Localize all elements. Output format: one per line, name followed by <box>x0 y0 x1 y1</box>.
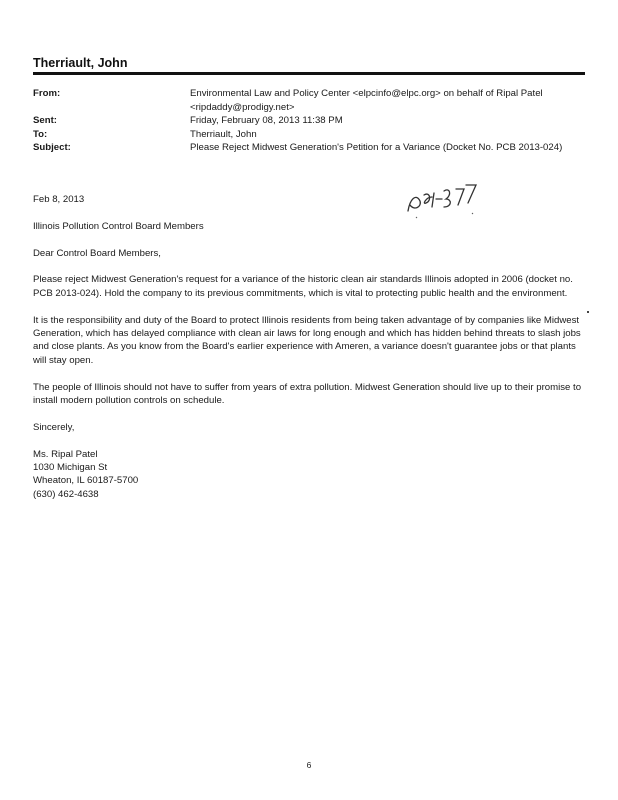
header-value: Please Reject Midwest Generation's Petition for a Variance (Docket No. PCB 2013-024) <box>190 142 563 153</box>
signature-city: Wheaton, IL 60187-5700 <box>33 475 139 487</box>
header-label: From: <box>33 88 61 99</box>
header-from-continued-row <box>33 101 585 115</box>
signature-phone: (630) 462-4638 <box>33 488 99 500</box>
header-to-row <box>33 128 585 142</box>
header-value: Friday, February 08, 2013 11:38 PM <box>190 115 343 126</box>
header-divider <box>33 72 585 75</box>
header-value: Therriault, John <box>190 128 257 140</box>
header-label: To: <box>33 128 48 140</box>
header-sent-row <box>33 114 585 128</box>
letter-salutation: Dear Control Board Members, <box>33 247 161 259</box>
header-from-row <box>33 87 585 101</box>
letter-paragraph: It is the responsibility and duty of the Board to protect Illinois residents from being taken advantage of by companies like Midwest Generation, which has delayed compliance with clean air laws for long enough and which has hidden behind threats to slash jobs and close plants. As you know from the Board's earlier experience with Ameren, a variance doesn't guarantee jobs or that plants will stay open. <box>33 314 581 366</box>
signature-street: 1030 Michigan St <box>33 462 108 474</box>
letter-paragraph: Please reject Midwest Generation's request for a variance of the historic clean air standards Illinois adopted in 2006 (docket no. PCB 2013-024). Hold the company to its previous commitments, which is vital to protecting public health and the environment. <box>33 274 573 299</box>
header-label: Sent: <box>33 115 57 126</box>
letter-addressee: Illinois Pollution Control Board Members <box>33 220 204 232</box>
email-header <box>33 87 585 155</box>
signature-block <box>33 448 585 502</box>
mailbox-owner-name: Therriault, John <box>33 56 128 70</box>
page-number: 6 <box>306 760 312 770</box>
email-body <box>33 193 585 501</box>
header-label <box>33 101 190 115</box>
scan-speck <box>587 311 589 313</box>
header-label: Subject: <box>33 142 71 153</box>
signature-name: Ms. Ripal Patel <box>33 448 98 460</box>
letter-closing: Sincerely, <box>33 421 75 433</box>
letter-date: Feb 8, 2013 <box>33 194 85 205</box>
header-value: Environmental Law and Policy Center <elpcinfo@elpc.org> on behalf of Ripal Patel <box>190 88 543 99</box>
header-value: <ripdaddy@prodigy.net> <box>190 101 295 113</box>
header-subject-row <box>33 141 585 155</box>
letter-paragraph: The people of Illinois should not have to suffer from years of extra pollution. Midwest Generation should live up to their promise to install modern pollution controls on schedule. <box>33 381 582 407</box>
